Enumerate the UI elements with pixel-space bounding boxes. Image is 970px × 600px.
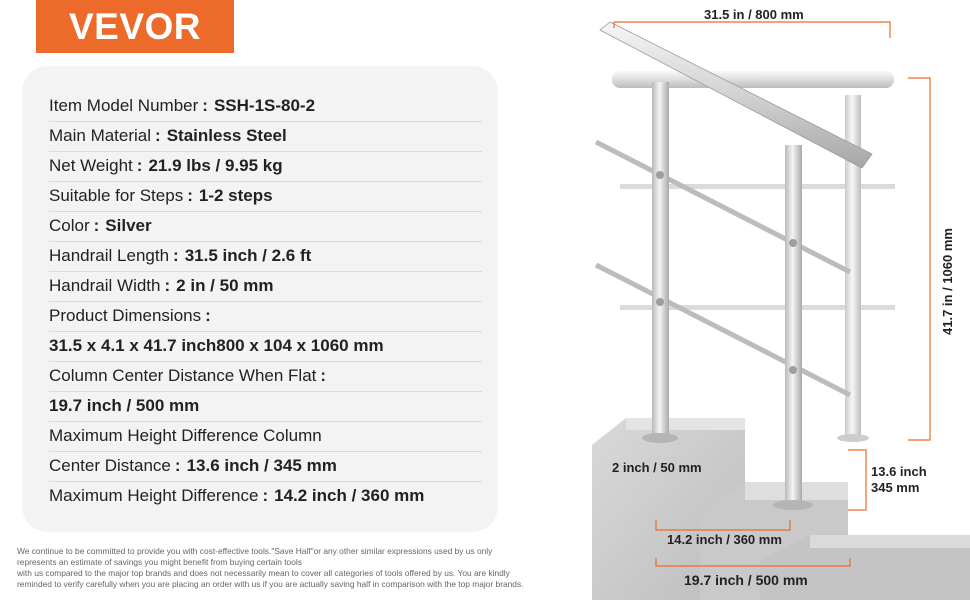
disclaimer-line: represents an estimate of savings you might benefit from buying certain tools <box>17 557 302 567</box>
disclaimer <box>17 546 577 590</box>
dim-handrail-length: 31.5 in / 800 mm <box>704 7 804 22</box>
spec-row-center-distance: Center Distance : 13.6 inch / 345 mm <box>49 451 482 482</box>
spec-value: 13.6 inch / 345 mm <box>186 456 337 475</box>
spec-label: Handrail Width <box>49 276 161 295</box>
spec-row-handrail-width: Handrail Width : 2 in / 50 mm <box>49 271 482 302</box>
spec-label: Handrail Length <box>49 246 170 265</box>
spec-value: 14.2 inch / 360 mm <box>274 486 425 505</box>
dim-height-difference: 14.2 inch / 360 mm <box>667 532 782 547</box>
spec-row-product-dimensions: Product Dimensions : <box>49 301 482 332</box>
sloped-rods <box>596 142 850 395</box>
spec-row-steps: Suitable for Steps : 1-2 steps <box>49 181 482 212</box>
spec-row-weight: Net Weight : 21.9 lbs / 9.95 kg <box>49 151 482 182</box>
dim-column-center-distance: 13.6 inch <box>871 464 927 479</box>
spec-label: Maximum Height Difference <box>49 486 259 505</box>
dim-total-height: 41.7 in / 1060 mm <box>940 228 955 335</box>
spec-row-dimensions-value <box>49 331 482 362</box>
spec-value: 2 in / 50 mm <box>176 276 274 295</box>
disclaimer-line: with us compared to the major top brands and does not necessarily mean to cover all categories of tools offered by us. You are kindly <box>17 568 510 578</box>
spec-value: 19.7 inch / 500 mm <box>49 396 200 415</box>
spec-row-color: Color : Silver <box>49 211 482 242</box>
spec-row-column-center-distance-value <box>49 391 482 422</box>
spec-label: Color <box>49 216 90 235</box>
spec-card <box>22 66 498 532</box>
spec-label: Maximum Height Difference Column <box>49 426 322 445</box>
spec-value: Stainless Steel <box>166 126 287 145</box>
spec-value: 21.9 lbs / 9.95 kg <box>148 156 283 175</box>
logo-text: VEVOR <box>68 5 202 47</box>
disclaimer-line: We continue to be committed to provide you with cost-effective tools."Save Half"or any other similar expressions used by us only <box>17 546 493 556</box>
spec-row-max-height-difference: Maximum Height Difference : 14.2 inch / 360 mm <box>49 486 425 505</box>
spec-label: Item Model Number <box>49 96 199 115</box>
spec-row-column-center-distance: Column Center Distance When Flat : <box>49 361 482 392</box>
spec-value: SSH-1S-80-2 <box>213 96 316 115</box>
spec-label: Center Distance <box>49 456 171 475</box>
spec-row-model: Item Model Number : SSH-1S-80-2 <box>49 91 482 122</box>
spec-label: Product Dimensions <box>49 306 202 325</box>
disclaimer-line: reminded to verify carefully when you are placing an order with us if you are actually saving half in comparison with the top major brands. <box>17 579 524 589</box>
spec-row-max-height-difference-column <box>49 421 482 452</box>
spec-value: 31.5 inch / 2.6 ft <box>184 246 312 265</box>
handrail-illustration <box>560 0 970 600</box>
sloped-handrail <box>600 22 872 168</box>
spec-value: Silver <box>105 216 152 235</box>
brand-logo <box>36 0 234 53</box>
spec-row-material: Main Material : Stainless Steel <box>49 121 482 152</box>
spec-row-handrail-length: Handrail Length : 31.5 inch / 2.6 ft <box>49 241 482 272</box>
spec-label: Suitable for Steps <box>49 186 184 205</box>
spec-value: 31.5 x 4.1 x 41.7 inch800 x 104 x 1060 mm <box>49 336 384 355</box>
spec-label: Main Material <box>49 126 152 145</box>
dim-flat-distance: 19.7 inch / 500 mm <box>684 572 808 588</box>
spec-value: 1-2 steps <box>198 186 273 205</box>
dim-column-center-distance-mm: 345 mm <box>871 480 920 495</box>
spec-label: Column Center Distance When Flat <box>49 366 317 385</box>
dim-handrail-width: 2 inch / 50 mm <box>612 460 702 475</box>
spec-label: Net Weight <box>49 156 133 175</box>
